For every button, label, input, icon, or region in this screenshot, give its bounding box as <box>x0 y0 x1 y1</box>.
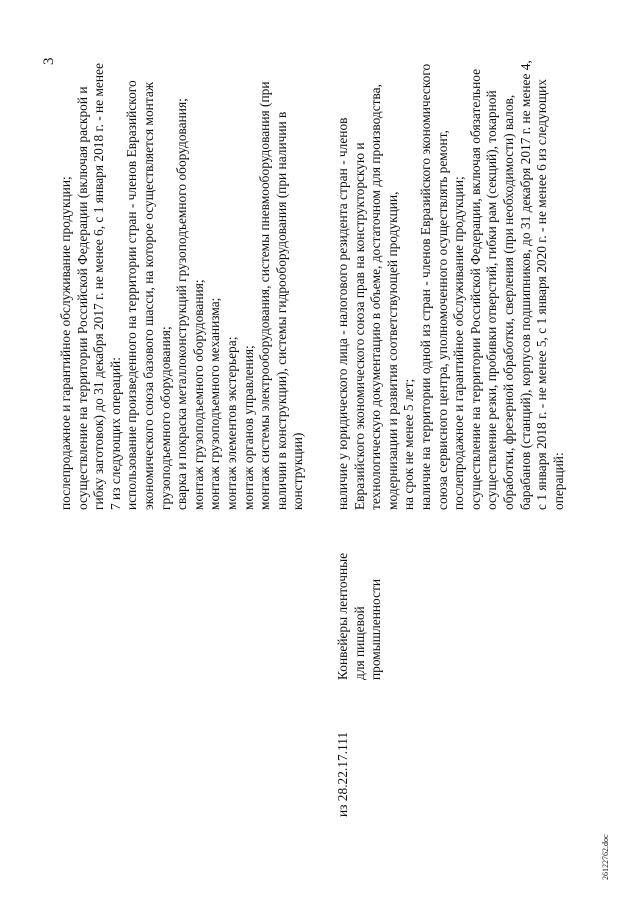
product-name-line: Конвейеры ленточные <box>335 552 350 680</box>
row1-line: монтаж элементов экстерьера; <box>223 336 239 510</box>
row2-line: операций: <box>550 452 566 510</box>
row2-line: технологическую документацию в объеме, достаточном для производства, <box>368 84 384 510</box>
row1-line: послепродажное и гарантийное обслуживание продукции; <box>58 176 73 510</box>
row2-line: союза сервисного центра, уполномоченного осуществлять ремонт, <box>434 130 450 510</box>
row1-line: экономического союза базового шасси, на которое осуществляется монтаж <box>140 81 156 510</box>
row2-line: с 1 января 2018 г. - не менее 5, с 1 января 2020 г. - не менее 6 из следующих <box>534 79 550 510</box>
product-name <box>335 553 385 680</box>
product-name-line: для пищевой <box>351 606 367 680</box>
row1-requirements <box>58 0 307 510</box>
row2-line: модернизации и развития соответствующей продукции, <box>384 191 400 510</box>
row2-line: наличие на территории одной из стран - членов Евразийского экономического <box>417 63 433 510</box>
row1-line: конструкции) <box>290 432 306 510</box>
product-code: из 28.22.17.111 <box>335 731 350 817</box>
row1-line: 7 из следующих операций: <box>107 357 123 510</box>
row2-line: Евразийского экономического союза прав на конструкторскую и <box>351 142 367 510</box>
row2-line: на срок не менее 5 лет; <box>401 378 417 510</box>
row2-line: барабанов (станций), корпусов подшипников, до 31 декабря 2017 г. не менее 4, <box>517 60 533 510</box>
row2-line: осуществление резки, пробивки отверстий, гибки рам (секций), токарной <box>484 90 500 510</box>
row1-line: гибку заготовок) до 31 декабря 2017 г. не менее 6, с 1 января 2018 г. - не менее <box>91 63 107 510</box>
row1-line: монтаж грузоподъемного механизма; <box>207 297 223 510</box>
product-name-line: промышленности <box>368 578 384 680</box>
row2-line: обработки, фрезерной обработки, сверления (при необходимости) валов, <box>500 94 516 510</box>
row2-line: наличие у юридического лица - налогового резидента стран - членов <box>335 117 350 510</box>
row2-line: послепродажное и гарантийное обслуживание продукции; <box>451 176 467 510</box>
row1-line: монтаж грузоподъемного оборудования; <box>190 279 206 510</box>
row1-line: осуществление на территории Российской Федерации (включая раскрой и <box>74 86 90 510</box>
row1-line: грузоподъемного оборудования; <box>157 326 173 510</box>
page-number: 3 <box>41 57 57 65</box>
row1-line: монтаж органов управления; <box>240 345 256 510</box>
row1-line: наличии в конструкции), системы гидрооборудования (при наличии в <box>273 111 289 510</box>
row1-line: монтаж системы электрооборудования, системы пневмооборудования (при <box>257 81 273 510</box>
row1-line: использование произведенного на территории стран - членов Евразийского <box>124 80 140 510</box>
file-name-footer: 26122762.doc <box>601 834 610 880</box>
row1-line: сварка и покраска металлоконструкций грузоподъемного оборудования; <box>174 98 190 510</box>
row2-line: осуществление на территории Российской Федерации, включая обязательное <box>467 68 483 510</box>
row2-requirements <box>335 60 567 510</box>
